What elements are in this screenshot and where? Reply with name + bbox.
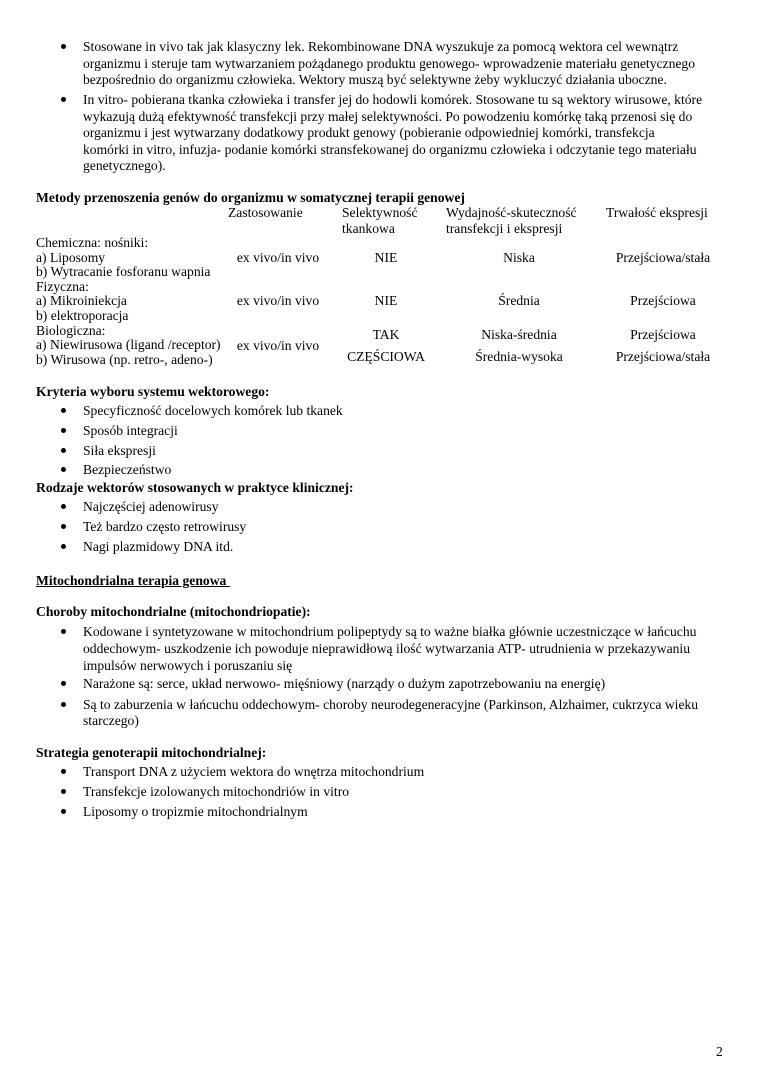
column-header: Selektywność: [342, 205, 418, 220]
text-line: oddechowym- uszkodzenie ich powoduje nieprawidłową ilość wytwarzania ATP- utrudnienia w przekazywaniu: [83, 641, 690, 656]
table-title: Metody przenoszenia genów do organizmu w somatycznej terapii genowej: [36, 190, 465, 205]
column-header: Wydajność-skuteczność: [446, 205, 577, 220]
table-cell: Niska: [503, 250, 535, 265]
text-line: organizmu i jest wytwarzany dodatkowy produkt genowy (pobieranie odpowiedniej komórki, transfekcja: [83, 125, 655, 140]
bullet-icon: [61, 97, 66, 102]
text-line: Stosowane in vivo tak jak klasyczny lek. Rekombinowane DNA wyszukuje za pomocą wektora cel wewnątrz: [83, 39, 679, 54]
column-header: tkankowa: [342, 221, 395, 236]
method-label: a) Mikroiniekcja: [36, 293, 127, 308]
list-item: Transport DNA z użyciem wektora do wnętrza mitochondrium: [83, 764, 425, 779]
text-line: Narażone są: serce, układ nerwowo- mięśniowy (narządy o dużym zapotrzebowaniu na energię): [83, 676, 606, 691]
method-label: a) Niewirusowa (ligand /receptor): [36, 337, 221, 352]
column-header: Trwałość ekspresji: [606, 205, 708, 220]
list-item: Nagi plazmidowy DNA itd.: [83, 539, 234, 554]
bullet-icon: [61, 544, 66, 549]
bullet-icon: [61, 769, 66, 774]
table-cell: TAK: [372, 327, 400, 342]
list-item: Sposób integracji: [83, 423, 178, 438]
table-cell: Przejściowa/stała: [615, 349, 711, 364]
section-heading: Choroby mitochondrialne (mitochondriopatie):: [36, 604, 311, 619]
bullet-icon: [61, 681, 66, 686]
method-label: Fizyczna:: [36, 279, 89, 294]
section-heading: Strategia genoterapii mitochondrialnej:: [36, 745, 267, 760]
table-cell: ex vivo/in vivo: [236, 338, 320, 353]
bullet-icon: [61, 524, 66, 529]
table-cell: Średnia-wysoka: [475, 349, 563, 364]
bullet-icon: [61, 428, 66, 433]
bullet-icon: [61, 702, 66, 707]
bullet-icon: [61, 448, 66, 453]
text-line: Kodowane i syntetyzowane w mitochondrium polipeptydy są to ważne białka głównie uczestniczące w łańcuchu: [83, 624, 697, 639]
bullet-icon: [61, 467, 66, 472]
method-label: b) elektroporacja: [36, 308, 129, 323]
section-heading: Rodzaje wektorów stosowanych w praktyce klinicznej:: [36, 480, 354, 495]
table-cell: Średnia: [498, 293, 540, 308]
table-cell: ex vivo/in vivo: [236, 250, 320, 265]
bullet-icon: [61, 629, 66, 634]
method-label: b) Wirusowa (np. retro-, adeno-): [36, 352, 213, 367]
text-line: impulsów nerwowych i poruszaniu się: [83, 658, 293, 673]
method-label: Chemiczna: nośniki:: [36, 235, 149, 250]
table-cell: NIE: [374, 293, 398, 308]
column-header: Zastosowanie: [228, 205, 303, 220]
text-line: komórki in vitro, infuzja- podanie komórki stransfekowanej do organizmu człowieka i odczytanie tego materiału: [83, 142, 697, 157]
text-line: In vitro- pobierana tkanka człowieka i transfer jej do hodowli komórek. Stosowane tu są wektory wirusowe, które: [83, 92, 703, 107]
list-item: Bezpieczeństwo: [83, 462, 172, 477]
text-line: starczego): [83, 713, 139, 728]
list-item: Liposomy o tropizmie mitochondrialnym: [83, 804, 308, 819]
list-item: Najczęściej adenowirusy: [83, 499, 219, 514]
text-line: wykazują dużą efektywność transfekcji przy małej selektywności. Po powodzeniu komórkę taką przenosi się do: [83, 109, 693, 124]
bullet-icon: [61, 44, 66, 49]
text-line: bezpośrednio do organizmu człowieka. Wektory muszą być selektywne żeby wykluczyć działania uboczne.: [83, 72, 667, 87]
table-cell: NIE: [374, 250, 398, 265]
column-header: transfekcji i ekspresji: [446, 221, 563, 236]
text-line: genetycznego).: [83, 158, 166, 173]
bullet-icon: [61, 809, 66, 814]
list-item: Też bardzo często retrowirusy: [83, 519, 247, 534]
method-label: a) Liposomy: [36, 250, 106, 265]
table-cell: CZĘŚCIOWA: [347, 349, 425, 364]
list-item: Siła ekspresji: [83, 443, 156, 458]
text-line: organizmu i steruje tam wytwarzaniem pożądanego produktu genowego- wprowadzenie materiału genetycznego: [83, 56, 695, 71]
method-label: Biologiczna:: [36, 323, 106, 338]
page-number: 2: [716, 1044, 723, 1059]
bullet-icon: [61, 408, 66, 413]
table-cell: Niska-średnia: [481, 327, 557, 342]
list-item: Transfekcje izolowanych mitochondriów in vitro: [83, 784, 350, 799]
bullet-icon: [61, 504, 66, 509]
bullet-icon: [61, 789, 66, 794]
text-line: Są to zaburzenia w łańcuchu oddechowym- choroby neurodegeneracyjne (Parkinson, Alzhaimer, cukrzyca wieku: [83, 697, 699, 712]
table-cell: ex vivo/in vivo: [236, 293, 320, 308]
table-cell: Przejściowa: [630, 327, 696, 342]
list-item: Specyficzność docelowych komórek lub tkanek: [83, 403, 343, 418]
section-heading: Kryteria wyboru systemu wektorowego:: [36, 384, 270, 399]
method-label: b) Wytracanie fosforanu wapnia: [36, 264, 211, 279]
table-cell: Przejściowa/stała: [615, 250, 711, 265]
table-cell: Przejściowa: [630, 293, 696, 308]
mito-heading: Mitochondrialna terapia genowa: [36, 573, 230, 588]
